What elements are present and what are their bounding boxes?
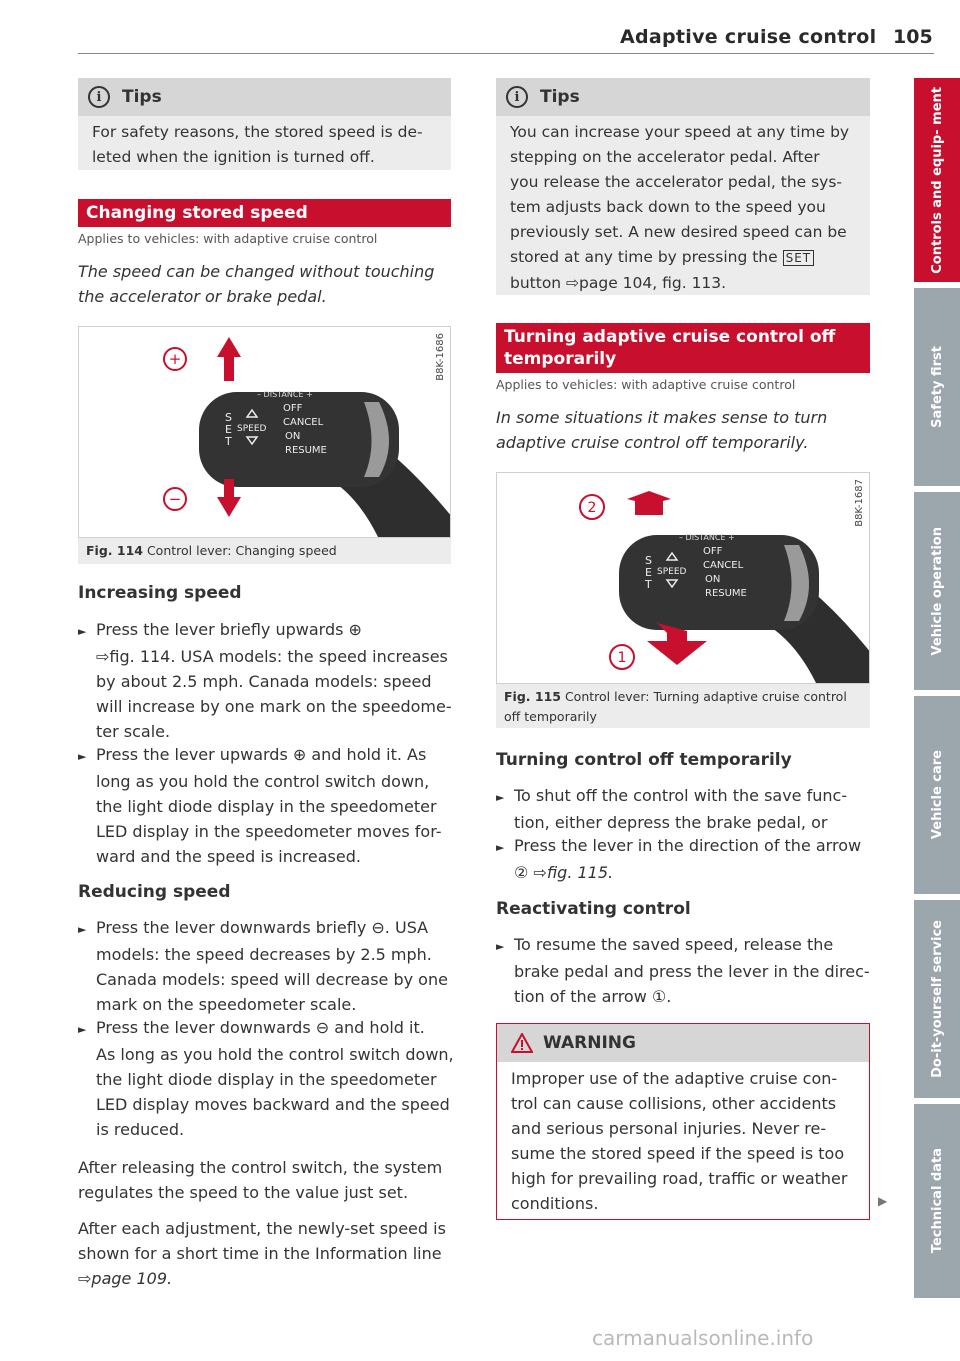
bullet-arrow-icon: ► xyxy=(496,841,505,854)
bullet-line: Press the lever briefly upwards ⊕ xyxy=(96,620,362,639)
tips-line: tem adjusts back down to the speed you xyxy=(510,198,826,216)
applies-note: Applies to vehicles: with adaptive cruise control xyxy=(496,377,796,392)
resume-label: RESUME xyxy=(705,588,747,599)
intro-line: adaptive cruise control off temporarily. xyxy=(496,433,809,452)
tips-header xyxy=(78,78,451,116)
bullet-line: is reduced. xyxy=(96,1120,185,1139)
tips-line: you release the accelerator pedal, the sys- xyxy=(510,173,843,191)
bullet-line: tion, either depress the brake pedal, or xyxy=(514,813,828,832)
bullet-line: ward and the speed is increased. xyxy=(96,847,361,866)
heading-increasing-speed: Increasing speed xyxy=(78,583,242,603)
page-number: 105 xyxy=(893,26,933,48)
set-button-key: SET xyxy=(783,250,815,266)
warning-title: WARNING xyxy=(543,1033,636,1053)
marker-2-label: 2 xyxy=(587,500,597,516)
bullet-line: the light diode display in the speedometer xyxy=(96,1070,437,1089)
tips-line: button ⇨page 104, fig. 113. xyxy=(510,274,727,292)
info-icon: i xyxy=(88,86,110,108)
side-tab-controls[interactable] xyxy=(914,78,960,282)
bullet-line: LED display moves backward and the speed xyxy=(96,1095,450,1114)
bullet-line: by about 2.5 mph. Canada models: speed xyxy=(96,672,432,691)
side-tab-label: Controls and equip- ment xyxy=(929,86,945,274)
side-tab-diy-service[interactable] xyxy=(914,900,960,1098)
bullet-line: Press the lever upwards ⊕ and hold it. As xyxy=(96,745,427,764)
caption-text: Control lever: Turning adaptive cruise control xyxy=(564,689,847,704)
bullet-reactivate-1 xyxy=(496,932,876,1009)
figure-code: B8K-1686 xyxy=(435,333,446,381)
bullet-line: Press the lever in the direction of the arrow xyxy=(514,836,862,855)
bullet-line: the light diode display in the speedometer xyxy=(96,797,437,816)
warning-line: conditions. xyxy=(511,1194,599,1213)
figure-caption xyxy=(78,538,451,564)
left-tips-box xyxy=(78,78,451,170)
speed-label: SPEED xyxy=(657,567,687,577)
bullet-arrow-icon: ► xyxy=(78,1023,87,1036)
tips-line: For safety reasons, the stored speed is de- xyxy=(92,123,423,141)
bullet-reduce-2 xyxy=(78,1015,458,1142)
intro-line: In some situations it makes sense to turn xyxy=(496,408,828,427)
section-intro xyxy=(496,405,870,455)
heading-turning-off: Turning control off temporarily xyxy=(496,750,792,770)
warning-line: Improper use of the adaptive cruise con- xyxy=(511,1069,838,1088)
tips-line: stepping on the accelerator pedal. After xyxy=(510,148,820,166)
side-tab-label: Vehicle care xyxy=(929,750,945,840)
bullet-line: brake pedal and press the lever in the direc- xyxy=(514,962,870,981)
bullet-turnoff-1 xyxy=(496,783,876,835)
control-lever-illustration xyxy=(79,327,451,538)
paragraph-line: After each adjustment, the newly-set speed is xyxy=(78,1219,446,1238)
bullet-line: long as you hold the control switch down, xyxy=(96,772,430,791)
section-title-line: Turning adaptive cruise control off xyxy=(504,327,836,347)
info-icon: i xyxy=(506,86,528,108)
resume-label: RESUME xyxy=(285,445,327,456)
warning-header xyxy=(497,1024,869,1062)
warning-line: high for prevailing road, traffic or weather xyxy=(511,1169,848,1188)
side-tab-vehicle-operation[interactable] xyxy=(914,492,960,690)
paragraph-line: After releasing the control switch, the system xyxy=(78,1158,443,1177)
bullet-arrow-icon: ► xyxy=(78,625,87,638)
bullet-line: To resume the saved speed, release the xyxy=(514,935,834,954)
distance-label: – DISTANCE + xyxy=(679,533,735,542)
warning-text xyxy=(497,1062,869,1224)
minus-label: − xyxy=(168,490,182,508)
heading-reducing-speed: Reducing speed xyxy=(78,882,231,902)
bullet-line: Press the lever downwards ⊖ and hold it. xyxy=(96,1018,425,1037)
s-label: S xyxy=(225,411,232,424)
bullet-increase-2 xyxy=(78,742,458,869)
t-label: T xyxy=(225,435,232,448)
control-lever-illustration xyxy=(497,473,870,684)
bullet-reduce-1 xyxy=(78,915,458,1017)
bullet-line: Canada models: speed will decrease by one xyxy=(96,970,448,989)
bullet-line: ⇨fig. 114. USA models: the speed increases xyxy=(96,647,448,666)
t-label: T xyxy=(645,578,652,591)
page-header-title: Adaptive cruise control xyxy=(620,26,877,48)
tips-title: Tips xyxy=(122,87,162,107)
paragraph-after-release xyxy=(78,1155,458,1205)
bullet-line: Press the lever downwards briefly ⊖. USA xyxy=(96,918,429,937)
caption-number: Fig. 114 xyxy=(86,543,143,558)
tips-line: leted when the ignition is turned off. xyxy=(92,148,375,166)
bullet-arrow-icon: ► xyxy=(496,940,505,953)
right-tips-box xyxy=(496,78,870,295)
cancel-label: CANCEL xyxy=(283,417,324,428)
cancel-label: CANCEL xyxy=(703,560,744,571)
heading-reactivating: Reactivating control xyxy=(496,899,691,919)
tips-text xyxy=(496,116,870,298)
e-label: E xyxy=(225,423,232,436)
up-arrow-red-icon xyxy=(217,337,241,381)
header-rule xyxy=(78,53,934,54)
on-label: ON xyxy=(285,431,301,442)
s-label: S xyxy=(645,554,652,567)
figure-115 xyxy=(496,472,870,684)
watermark-text: carmanualsonline.info xyxy=(592,1326,814,1350)
side-tab-label: Do-it-yourself service xyxy=(929,920,945,1078)
bullet-arrow-icon: ► xyxy=(496,791,505,804)
bullet-line: will increase by one mark on the speedome- xyxy=(96,697,452,716)
marker-1-label: 1 xyxy=(617,650,627,666)
section-title-bar: Changing stored speed xyxy=(78,199,451,227)
bullet-line: To shut off the control with the save func- xyxy=(514,786,848,805)
pull-arrow-icon xyxy=(627,491,671,515)
continue-arrow-icon: ▶ xyxy=(878,1194,888,1208)
section-title-line: temporarily xyxy=(504,349,617,369)
warning-triangle-icon xyxy=(511,1033,533,1053)
page-reference-link[interactable]: ⇨page 109. xyxy=(78,1269,173,1288)
bullet-turnoff-2 xyxy=(496,833,876,885)
bullet-increase-1 xyxy=(78,617,458,744)
side-tab-label: Safety first xyxy=(929,346,945,428)
bullet-line: As long as you hold the control switch down, xyxy=(96,1045,454,1064)
caption-text: Control lever: Changing speed xyxy=(146,543,337,558)
speed-label: SPEED xyxy=(237,424,267,434)
distance-label: – DISTANCE + xyxy=(257,390,313,399)
tips-header xyxy=(496,78,870,116)
paragraph-after-adjust xyxy=(78,1216,458,1291)
on-label: ON xyxy=(705,574,721,585)
off-label: OFF xyxy=(283,403,303,414)
e-label: E xyxy=(645,566,652,579)
applies-note: Applies to vehicles: with adaptive cruise control xyxy=(78,231,378,246)
side-tab-label: Technical data xyxy=(929,1148,945,1254)
paragraph-line: regulates the speed to the value just set. xyxy=(78,1183,409,1202)
figure-reference-link[interactable]: ② ⇨fig. 115. xyxy=(514,863,614,882)
side-tab-label: Vehicle operation xyxy=(929,526,945,656)
tips-title: Tips xyxy=(540,87,580,107)
section-title-bar xyxy=(496,323,870,373)
intro-line: the accelerator or brake pedal. xyxy=(78,287,327,306)
figure-caption xyxy=(496,684,870,728)
tips-line: previously set. A new desired speed can be xyxy=(510,223,847,241)
bullet-line: ter scale. xyxy=(96,722,171,741)
bullet-line: LED display in the speedometer moves for- xyxy=(96,822,442,841)
caption-number: Fig. 115 xyxy=(504,689,561,704)
figure-114 xyxy=(78,326,451,538)
warning-line: trol can cause collisions, other accidents xyxy=(511,1094,837,1113)
side-tab-vehicle-care[interactable] xyxy=(914,696,960,894)
intro-line: The speed can be changed without touching xyxy=(78,262,435,281)
plus-label: + xyxy=(168,350,182,368)
warning-box xyxy=(496,1023,870,1220)
caption-text: off temporarily xyxy=(504,709,597,724)
tips-line: You can increase your speed at any time by xyxy=(510,123,850,141)
side-tab-technical-data[interactable] xyxy=(914,1104,960,1298)
side-tab-safety[interactable] xyxy=(914,288,960,486)
off-label: OFF xyxy=(703,546,723,557)
bullet-line: mark on the speedometer scale. xyxy=(96,995,357,1014)
section-intro xyxy=(78,259,451,309)
bullet-line: tion of the arrow ①. xyxy=(514,987,672,1006)
figure-code: B8K-1687 xyxy=(854,479,865,527)
bullet-arrow-icon: ► xyxy=(78,923,87,936)
tips-text xyxy=(78,116,451,172)
bullet-line: models: the speed decreases by 2.5 mph. xyxy=(96,945,432,964)
bullet-arrow-icon: ► xyxy=(78,750,87,763)
paragraph-line: shown for a short time in the Information line xyxy=(78,1244,442,1263)
warning-line: and serious personal injuries. Never re- xyxy=(511,1119,827,1138)
tips-line: stored at any time by pressing the xyxy=(510,248,778,266)
warning-line: sume the stored speed if the speed is too xyxy=(511,1144,845,1163)
